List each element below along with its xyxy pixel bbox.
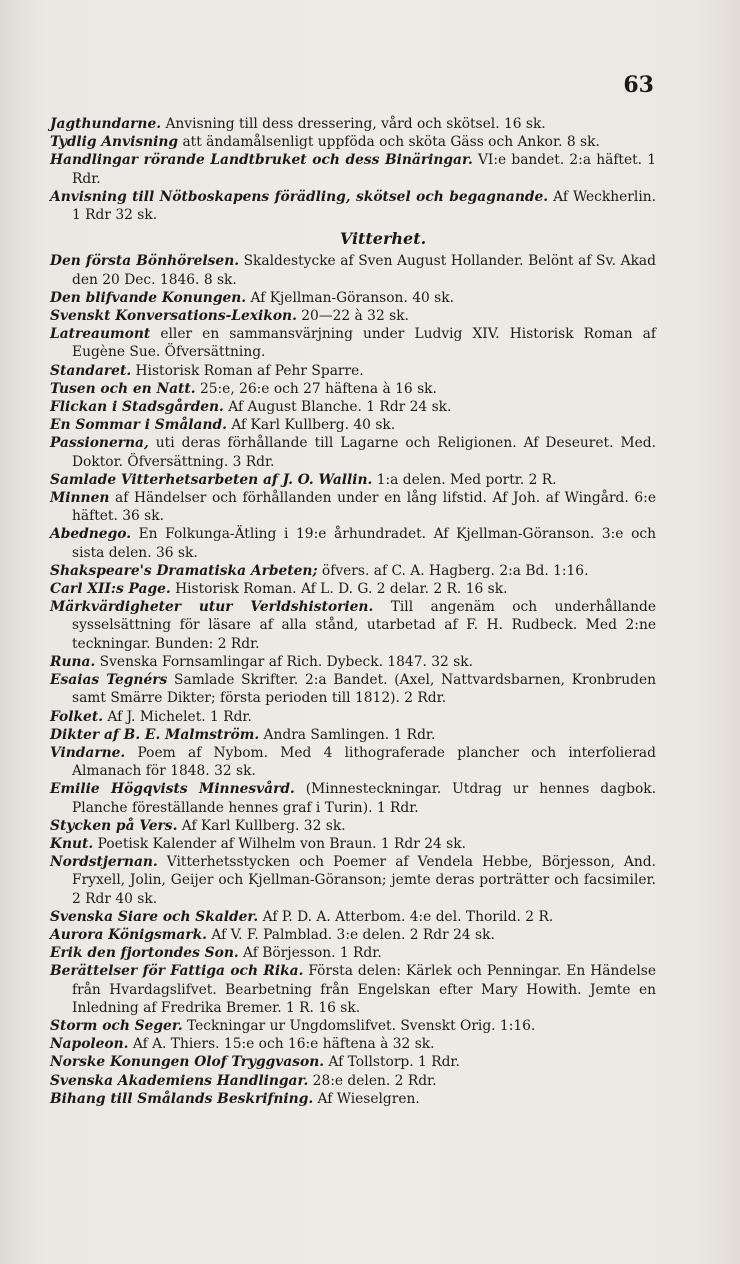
catalog-entry [50, 1053, 656, 1071]
entry-title: Anvisning till Nötboskapens förädling, skötsel och begagnande. [50, 188, 549, 205]
catalog-entry [50, 307, 656, 325]
entry-title: Tusen och en Natt. [50, 380, 196, 397]
entry-title: Märkvärdigheter utur Verldshistorien. [50, 599, 374, 616]
entry-title: Dikter af B. E. Malmström. [50, 726, 260, 743]
catalog-entry [50, 653, 656, 671]
entry-title: Napoleon. [50, 1036, 129, 1053]
entry-details: eller en sammansvärjning under Ludvig XIV. Historisk Roman af Eugène Sue. Öfversättning. [72, 326, 656, 361]
entry-title: Norske Konungen Olof Tryggvason. [50, 1054, 325, 1071]
entry-details: 25:e, 26:e och 27 häftena à 16 sk. [195, 380, 437, 397]
catalog-entry [50, 1072, 656, 1090]
catalog-entry [50, 1017, 656, 1035]
entry-details: Historisk Roman. Af L. D. G. 2 delar. 2 R. 16 sk. [170, 581, 508, 598]
catalog-entry [50, 471, 656, 489]
entry-title: Vindarne. [50, 744, 126, 761]
entry-title: Svenska Akademiens Handlingar. [50, 1072, 309, 1089]
catalog-entry [50, 151, 656, 187]
catalog-entry [50, 252, 656, 288]
entry-title: Standaret. [50, 362, 132, 379]
entry-details: Poem af Nybom. Med 4 lithograferade plancher och interfolierad Almanach för 1848. 32 sk. [72, 744, 656, 780]
catalog-entry [50, 671, 656, 707]
entry-title: Flickan i Stadsgården. [50, 399, 224, 416]
catalog-entry [50, 434, 656, 470]
entry-title: Samlade Vitterhetsarbeten af J. O. Wallin. [50, 471, 373, 488]
entry-details: af Händelser och förhållanden under en lång lifstid. Af Joh. af Wingård. 6:e häftet. 36 sk. [72, 490, 656, 525]
entry-title: Folket. [50, 708, 103, 725]
entry-title: Erik den fjortondes Son. [50, 945, 239, 962]
catalog-listing [50, 115, 656, 1108]
entry-details: Af August Blanche. 1 Rdr 24 sk. [223, 399, 452, 416]
catalog-entry [50, 489, 656, 525]
entry-title: Storm och Seger. [50, 1017, 183, 1034]
entry-title: Passionerna, [50, 435, 149, 452]
catalog-entry [50, 944, 656, 962]
entry-details: 1:a delen. Med portr. 2 R. [372, 471, 557, 488]
entry-title: Den första Bönhörelsen. [50, 253, 240, 270]
catalog-entry [50, 598, 656, 653]
catalog-entry [50, 926, 656, 944]
entry-details: Till angenäm och underhållande sysselsättning för läsare af alla stånd, utarbetad af F. H. Rudbeck. Med 2:ne teckningar. Bunden: 2 Rdr. [72, 599, 656, 652]
entry-details: Andra Samlingen. 1 Rdr. [259, 726, 436, 743]
entry-details: 20—22 à 32 sk. [296, 308, 409, 325]
entry-title: Esaias Tegnérs [50, 672, 168, 689]
entry-title: Runa. [50, 653, 96, 670]
entry-details: Af A. Thiers. 15:e och 16:e häftena à 32 sk. [128, 1036, 435, 1053]
entry-title: Aurora Königsmark. [50, 926, 207, 943]
entry-details: Poetisk Kalender af Wilhelm von Braun. 1 Rdr 24 sk. [93, 835, 466, 852]
catalog-entry [50, 726, 656, 744]
entry-title: Berättelser för Fattiga och Rika. [50, 963, 304, 980]
entry-details: Vitterhetsstycken och Poemer af Vendela Hebbe, Börjesson, And. Fryxell, Jolin, Geijer och Kjellman-Göranson; jemte deras porträtter och facsimiler. 2 Rdr 40 sk. [72, 854, 656, 907]
catalog-entry [50, 115, 656, 133]
catalog-entry [50, 1090, 656, 1108]
entry-details: En Folkunga-Ätling i 19:e århundradet. Af Kjellman-Göranson. 3:e och sista delen. 36 sk. [72, 526, 656, 561]
entry-details: öfvers. af C. A. Hagberg. 2:a Bd. 1:16. [317, 562, 589, 579]
catalog-entry [50, 380, 656, 398]
entry-details: Af Karl Kullberg. 40 sk. [226, 417, 396, 434]
entry-details: Första delen: Kärlek och Penningar. En Händelse från Hvardagslifvet. Bearbetning från Engelskan efter Mary Howith. Jemte en Inledning af Fredrika Bremer. 1 R. 16 sk. [72, 963, 656, 1016]
catalog-entry [50, 133, 656, 151]
entry-details: Skaldestycke af Sven August Hollander. Belönt af Sv. Akad den 20 Dec. 1846. 8 sk. [72, 253, 656, 288]
catalog-entry [50, 562, 656, 580]
entry-title: Handlingar rörande Landtbruket och dess Binäringar. [50, 152, 473, 169]
entry-title: Den blifvande Konungen. [50, 289, 247, 306]
entry-title: Svenskt Konversations-Lexikon. [50, 308, 297, 325]
entry-details: (Minnesteckningar. Utdrag ur hennes dagbok. Planche föreställande hennes graf i Turin). 1 Rdr. [72, 781, 656, 816]
entry-title: Tydlig Anvisning [50, 134, 179, 151]
entry-title: Jagthundarne. [50, 116, 162, 132]
catalog-entry [50, 289, 656, 307]
entry-title: Carl XII:s Page. [50, 581, 171, 598]
catalog-entry [50, 580, 656, 598]
entry-details: Af J. Michelet. 1 Rdr. [103, 708, 252, 725]
section-heading: Vitterhet. [339, 229, 427, 249]
catalog-entry [50, 908, 656, 926]
entry-title: Stycken på Vers. [50, 817, 178, 834]
catalog-entry [50, 525, 656, 561]
entry-details: Af Wieselgren. [313, 1090, 420, 1107]
catalog-entry [50, 780, 656, 816]
entry-title: Bihang till Smålands Beskrifning. [50, 1090, 314, 1107]
catalog-entry [50, 362, 656, 380]
entry-title: Nordstjernan. [50, 854, 158, 871]
entry-details: Af Tollstorp. 1 Rdr. [324, 1054, 460, 1071]
entry-title: Svenska Siare och Skalder. [50, 908, 259, 925]
entry-title: Knut. [50, 835, 94, 852]
catalog-entry [50, 398, 656, 416]
entry-title: Latreaumont [50, 326, 151, 343]
entry-details: Af P. D. A. Atterbom. 4:e del. Thorild. 2 R. [258, 908, 554, 925]
catalog-entry [50, 416, 656, 434]
entry-details: Af Börjesson. 1 Rdr. [238, 945, 382, 962]
entry-title: Abednego. [50, 526, 131, 543]
catalog-entry [50, 853, 656, 908]
catalog-entry [50, 708, 656, 726]
entry-title: Emilie Högqvists Minnesvård. [50, 781, 295, 798]
entry-details: Af V. F. Palmblad. 3:e delen. 2 Rdr 24 sk. [206, 926, 495, 943]
entry-details: Anvisning till dess dressering, vård och skötsel. 16 sk. [161, 116, 546, 132]
entry-details: Af Karl Kullberg. 32 sk. [177, 817, 346, 834]
page-number: 63 [623, 72, 654, 98]
entry-title: Shakspeare's Dramatiska Arbeten; [50, 562, 318, 579]
catalog-entry [50, 325, 656, 361]
entry-details: Af Kjellman-Göranson. 40 sk. [246, 289, 454, 306]
entry-details: Historisk Roman af Pehr Sparre. [131, 362, 364, 379]
entry-details: VI:e bandet. 2:a häftet. 1 Rdr. [72, 152, 656, 187]
catalog-entry [50, 744, 656, 780]
entry-details: Samlade Skrifter. 2:a Bandet. (Axel, Nattvardsbarnen, Kronbruden samt Smärre Dikter; första perioden till 1812). 2 Rdr. [72, 672, 656, 707]
entry-title: En Sommar i Småland. [50, 417, 227, 434]
entry-details: Af Weckherlin. 1 Rdr 32 sk. [72, 188, 656, 224]
entry-title: Minnen [50, 490, 110, 507]
catalog-entry [50, 962, 656, 1017]
catalog-entry [50, 835, 656, 853]
entry-details: 28:e delen. 2 Rdr. [308, 1072, 437, 1089]
entry-details: uti deras förhållande till Lagarne och Religionen. Af Deseuret. Med. Doktor. Öfversättning. 3 Rdr. [72, 435, 656, 470]
entries-before-section [50, 115, 656, 224]
catalog-entry [50, 1035, 656, 1053]
entry-details: Svenska Fornsamlingar af Rich. Dybeck. 1847. 32 sk. [95, 653, 474, 670]
entries-after-section [50, 252, 656, 1108]
catalog-entry [50, 817, 656, 835]
entry-details: att ändamålsenligt uppföda och sköta Gäss och Ankor. 8 sk. [178, 134, 600, 151]
entry-details: Teckningar ur Ungdomslifvet. Svenskt Orig. 1:16. [182, 1017, 536, 1034]
catalog-entry [50, 188, 656, 224]
